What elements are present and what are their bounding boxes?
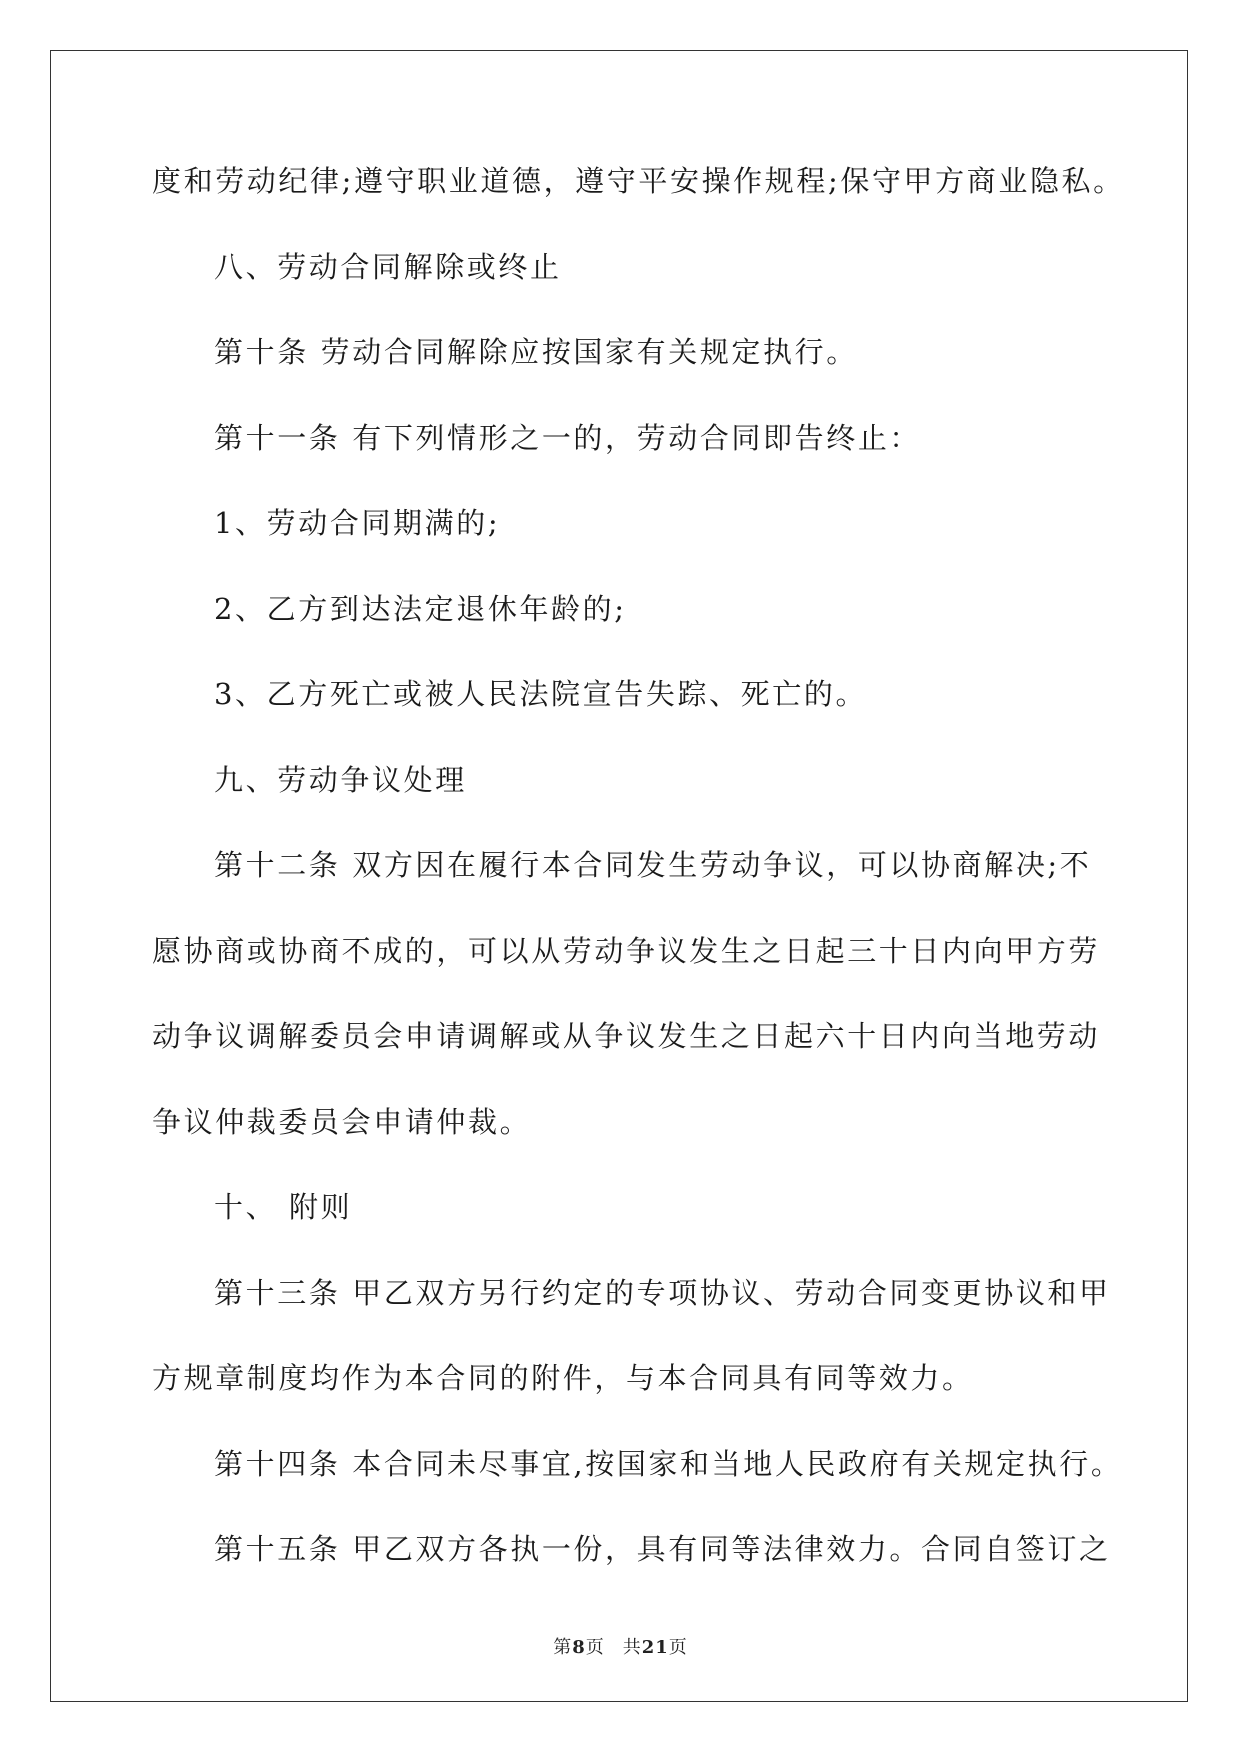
article-10: 第十条 劳动合同解除应按国家有关规定执行。 — [214, 335, 858, 369]
article-12-line-1: 第十二条 双方因在履行本合同发生劳动争议，可以协商解决;不 — [214, 848, 1092, 882]
section-heading-10: 十、 附则 — [214, 1190, 353, 1224]
page-prefix: 第 — [553, 1637, 573, 1658]
article-12-line-2: 愿协商或协商不成的，可以从劳动争议发生之日起三十日内向甲方劳 — [152, 933, 1101, 968]
total-pages: 21 — [641, 1637, 669, 1658]
list-item-3: 3、乙方死亡或被人民法院宣告失踪、死亡的。 — [214, 677, 868, 711]
page-number: 8 — [572, 1637, 586, 1658]
list-item-2: 2、乙方到达法定退休年龄的; — [214, 591, 627, 626]
page-suffix: 页 — [585, 1637, 605, 1658]
article-14: 第十四条 本合同未尽事宜,按国家和当地人民政府有关规定执行。 — [214, 1446, 1123, 1481]
total-prefix: 共 — [622, 1637, 642, 1658]
section-heading-8: 八、劳动合同解除或终止 — [214, 249, 562, 284]
page-footer — [0, 1633, 1241, 1659]
document-body — [152, 164, 1125, 1618]
article-13-line-1: 第十三条 甲乙双方另行约定的专项协议、劳动合同变更协议和甲 — [214, 1275, 1111, 1310]
article-12-line-3: 动争议调解委员会申请调解或从争议发生之日起六十日内向当地劳动 — [152, 1019, 1101, 1053]
article-13-line-2: 方规章制度均作为本合同的附件，与本合同具有同等效力。 — [152, 1361, 974, 1395]
total-suffix: 页 — [668, 1637, 688, 1658]
article-12-line-4: 争议仲裁委员会申请仲裁。 — [152, 1104, 532, 1139]
body-line-1: 度和劳动纪律;遵守职业道德，遵守平安操作规程;保守甲方商业隐私。 — [152, 164, 1125, 198]
list-item-1: 1、劳动合同期满的; — [214, 506, 501, 540]
article-15: 第十五条 甲乙双方各执一份，具有同等法律效力。合同自签订之 — [214, 1532, 1111, 1566]
article-11: 第十一条 有下列情形之一的，劳动合同即告终止： — [214, 420, 922, 455]
section-heading-9: 九、劳动争议处理 — [214, 762, 467, 797]
